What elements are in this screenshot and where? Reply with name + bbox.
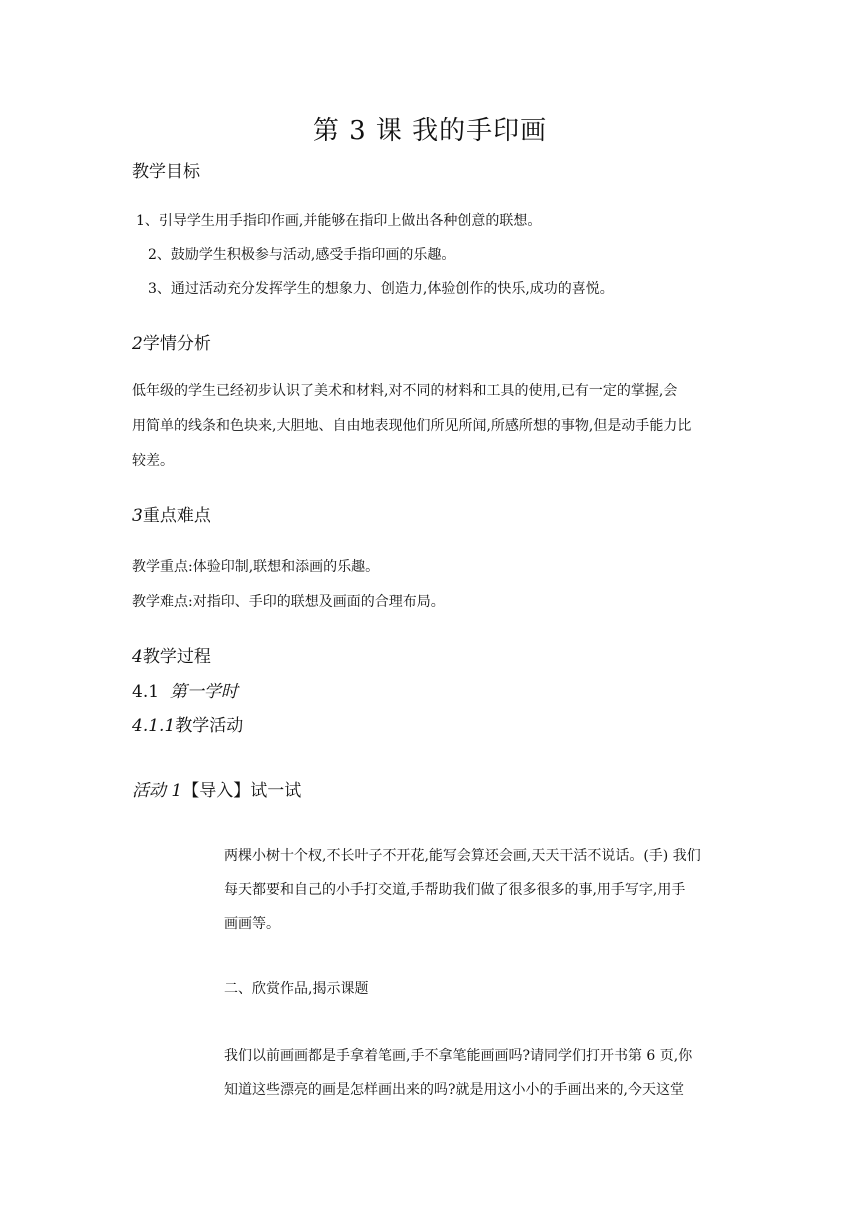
analysis-line-2: 用简单的线条和色块来,大胆地、自由地表现他们所见所闻,所感所想的事物,但是动手能力比 [132,418,692,434]
analysis-heading-text: 学情分析 [142,334,211,354]
activity-prefix: 活动 1 [132,781,183,801]
difficult-point: 教学难点:对指印、手印的联想及画面的合理布局。 [132,594,445,610]
key-point: 教学重点:体验印制,联想和添画的乐趣。 [132,559,380,575]
subsection-title: 第一学时 [169,682,238,702]
goal-item-2: 2、鼓励学生积极参与活动,感受手指印画的乐趣。 [148,247,456,263]
analysis-line-1: 低年级的学生已经初步认识了美术和材料,对不同的材料和工具的使用,已有一定的掌握,会 [132,383,678,399]
key-heading [132,501,211,526]
subsubsection-number: 4.1.1 [132,716,176,736]
key-number: 3 [132,506,143,526]
activity-para2-line-1: 我们以前画画都是手拿着笔画,手不拿笔能画画吗?请同学们打开书第 6 页,你 [224,1048,693,1064]
analysis-heading [132,329,211,354]
process-heading [132,642,211,667]
page-title: 第 3 课 我的手印画 [312,116,548,146]
process-heading-text: 教学过程 [142,647,211,667]
activity-para1-line-3: 画画等。 [224,916,280,932]
activity-para2-line-2: 知道这些漂亮的画是怎样画出来的吗?就是用这小小的手画出来的,今天这堂 [224,1082,684,1098]
subsubsection-heading [132,711,243,736]
goal-item-3: 3、通过活动充分发挥学生的想象力、创造力,体验创作的快乐,成功的喜悦。 [148,281,614,297]
key-heading-text: 重点难点 [142,506,211,526]
subsubsection-title: 教学活动 [175,716,244,736]
goal-item-1: 1、引导学生用手指印作画,并能够在指印上做出各种创意的联想。 [136,213,542,229]
activity-para1-line-2: 每天都要和自己的小手打交道,手帮助我们做了很多很多的事,用手写字,用手 [224,882,686,898]
activity-sub-heading: 二、欣赏作品,揭示课题 [224,981,369,997]
subsection-number: 4.1 [132,682,160,702]
activity-title: 【导入】试一试 [182,781,302,801]
activity-para1-line-1: 两棵小树十个杈,不长叶子不开花,能写会算还会画,天天干活不说话。(手) 我们 [224,848,701,864]
analysis-number: 2 [132,334,143,354]
subsection-heading [132,677,238,702]
process-number: 4 [132,647,143,667]
activity-heading [132,776,301,801]
analysis-line-3: 较差。 [132,453,174,469]
goals-heading: 教学目标 [132,162,200,182]
